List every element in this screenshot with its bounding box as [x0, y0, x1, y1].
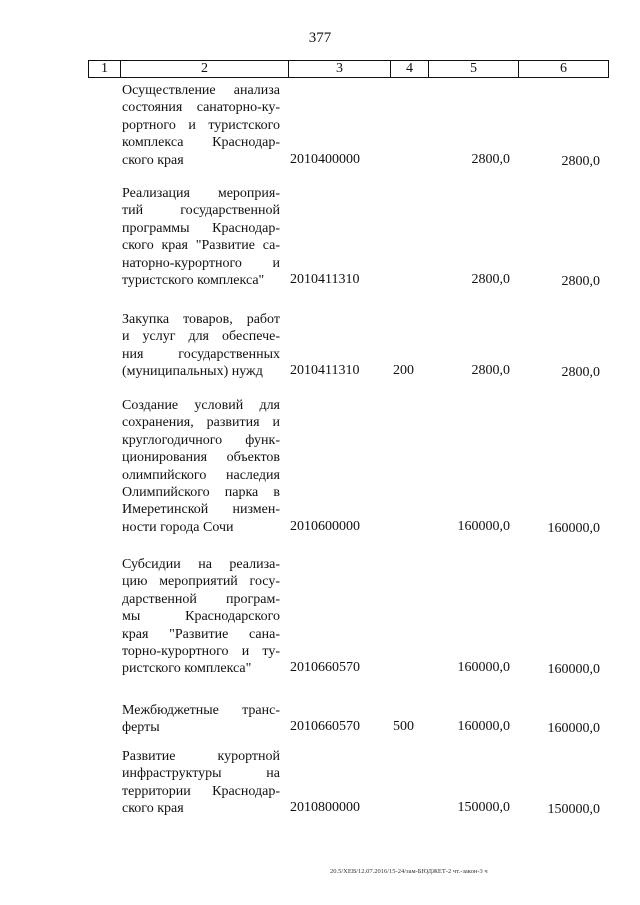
row-amount-col5: 160000,0	[457, 518, 510, 534]
row-description	[122, 702, 280, 737]
row-amount-col5: 2800,0	[471, 272, 510, 287]
row-amount-col6: 160000,0	[547, 662, 600, 678]
description-line: мы Краснодарского	[122, 609, 280, 625]
row-code: 2010600000	[290, 518, 360, 534]
row-description	[122, 185, 280, 289]
description-line: территории Краснодар-	[122, 783, 280, 799]
row-amount-col5: 160000,0	[457, 660, 510, 676]
column-header-5: 5	[429, 61, 519, 78]
column-header-2: 2	[121, 61, 289, 78]
row-code: 2010660570	[290, 719, 360, 735]
row-code: 2010411310	[290, 363, 360, 379]
row-expense-type: 200	[393, 363, 414, 379]
description-line: комплекса Краснодар-	[122, 135, 280, 151]
description-line: ферты	[122, 720, 160, 736]
row-description	[122, 82, 280, 169]
description-line: Субсидии на реализа-	[122, 557, 280, 572]
column-header-6: 6	[519, 61, 609, 78]
description-line: олимпийского наследия	[122, 467, 280, 483]
description-line: туристского комплекса"	[122, 273, 265, 289]
row-amount-col6: 160000,0	[547, 721, 600, 737]
description-line: наторно-курортного и	[122, 255, 280, 271]
row-description	[122, 748, 280, 818]
row-amount-col6: 2800,0	[561, 365, 600, 381]
description-line: рортного и туристского	[122, 117, 280, 133]
description-line: ристского комплекса"	[122, 661, 252, 677]
row-amount-col5: 160000,0	[457, 719, 510, 735]
row-code: 2010800000	[290, 800, 360, 816]
description-line: Реализация мероприя-	[122, 186, 280, 201]
description-line: Закупка товаров, работ	[122, 312, 280, 327]
description-line: Имеретинской низмен-	[122, 502, 280, 518]
description-line: Межбюджетные транс-	[122, 703, 280, 718]
description-line: и услуг для обеспече-	[122, 329, 280, 345]
row-description	[122, 311, 280, 381]
description-line: ционирования объектов	[122, 450, 280, 466]
description-line: Развитие курортной	[122, 749, 280, 764]
description-line: тий государственной	[122, 203, 280, 219]
description-line: Олимпийского парка в	[122, 485, 280, 501]
description-line: инфраструктуры на	[122, 766, 280, 782]
description-line: Осуществление анализа	[122, 83, 280, 98]
page-number: 377	[308, 30, 332, 46]
row-amount-col6: 2800,0	[561, 274, 600, 289]
row-expense-type: 500	[393, 719, 414, 735]
row-amount-col6: 160000,0	[547, 520, 600, 536]
row-amount-col5: 2800,0	[471, 151, 510, 167]
description-line: сохранения, развития и	[122, 415, 280, 431]
description-line: круглогодичного функ-	[122, 432, 280, 448]
description-line: цию мероприятий госу-	[122, 574, 280, 590]
description-line: (муниципальных) нужд	[122, 364, 263, 380]
description-line: программы Краснодар-	[122, 220, 280, 236]
row-code: 2010400000	[290, 151, 360, 167]
description-line: ского края "Развитие са-	[122, 238, 280, 254]
description-line: края "Развитие сана-	[122, 626, 280, 642]
row-amount-col5: 2800,0	[471, 363, 510, 379]
description-line: ского края	[122, 152, 184, 168]
row-code: 2010411310	[290, 272, 360, 287]
column-header-4: 4	[391, 61, 429, 78]
row-description	[122, 556, 280, 678]
description-line: состояния санаторно-ку-	[122, 100, 280, 116]
column-header-1: 1	[89, 61, 121, 78]
row-amount-col6: 2800,0	[561, 153, 600, 169]
document-footer: 20.5/ХЕВ/12.07.2016/15-24/зам-БЮДЖЕТ-2 чт.-закон-3 ч	[330, 868, 488, 875]
description-line: ности города Сочи	[122, 519, 234, 535]
description-line: Создание условий для	[122, 398, 280, 413]
row-amount-col6: 150000,0	[547, 802, 600, 818]
row-amount-col5: 150000,0	[457, 800, 510, 816]
column-header-3: 3	[289, 61, 391, 78]
row-code: 2010660570	[290, 660, 360, 676]
row-description	[122, 397, 280, 536]
column-header-row	[88, 60, 609, 78]
description-line: дарственной програм-	[122, 591, 280, 607]
description-line: ния государственных	[122, 346, 280, 362]
description-line: торно-курортного и ту-	[122, 644, 280, 660]
description-line: ского края	[122, 801, 184, 817]
